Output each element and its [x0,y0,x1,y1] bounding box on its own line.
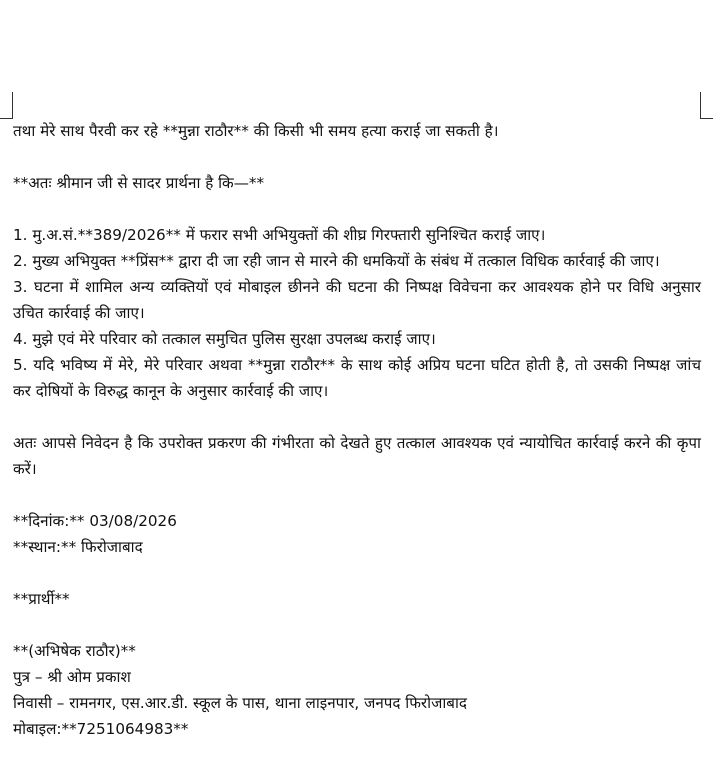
applicant-label: **प्रार्थी** [13,590,70,608]
continuation-line: तथा मेरे साथ पैरवी कर रहे **मुन्ना राठौर** की किसी भी समय हत्या कराई जा सकती है। [13,122,499,140]
place-line: **स्थान:** फिरोजाबाद [13,538,143,556]
prayer-heading: **अतः श्रीमान जी से सादर प्रार्थना है कि—** [13,174,265,192]
request-item: 4. मुझे एवं मेरे परिवार को तत्काल समुचित पुलिस सुरक्षा उपलब्ध कराई जाए। [13,330,436,348]
applicant-name: **(अभिषेक राठौर)** [13,642,136,660]
blank-line [13,144,701,170]
blank-line [13,612,701,638]
blank-line [13,560,701,586]
request-item: 3. घटना में शामिल अन्य व्यक्तियों एवं मोबाइल छीनने की घटना की निष्पक्ष विवेचना कर आवश्यक होने पर विधि अनुसार उचित कार्रवाई की जाए। [13,278,701,322]
mobile-line: मोबाइल:**7251064983** [13,720,189,738]
blank-line [13,404,701,430]
blank-line [13,196,701,222]
father-name-line: पुत्र – श्री ओम प्रकाश [13,668,131,686]
date-line: **दिनांक:** 03/08/2026 [13,512,177,530]
page-margin-corner-right [700,92,713,119]
request-item: 2. मुख्य अभियुक्त **प्रिंस** द्वारा दी जा रही जान से मारने की धमकियों के संबंध में तत्काल विधिक कार्रवाई की जाए। [13,252,660,270]
page-margin-corner-left [0,92,13,119]
address-line: निवासी – रामनगर, एस.आर.डी. स्कूल के पास, थाना लाइनपार, जनपद फिरोजाबाद [13,694,467,712]
blank-line [13,482,701,508]
letter-body [13,118,701,742]
request-item: 1. मु.अ.सं.**389/2026** में फरार सभी अभियुक्तों की शीघ्र गिरफ्तारी सुनिश्चित कराई जाए। [13,226,546,244]
closing-paragraph: अतः आपसे निवेदन है कि उपरोक्त प्रकरण की गंभीरता को देखते हुए तत्काल आवश्यक एवं न्यायोचित कार्रवाई करने की कृपा करें। [13,434,701,478]
request-item: 5. यदि भविष्य में मेरे, मेरे परिवार अथवा **मुन्ना राठौर** के साथ कोई अप्रिय घटना घटित होती है, तो उसकी निष्पक्ष जांच कर दोषियों के विरुद्ध कानून के अनुसार कार्रवाई की जाए। [13,356,701,400]
